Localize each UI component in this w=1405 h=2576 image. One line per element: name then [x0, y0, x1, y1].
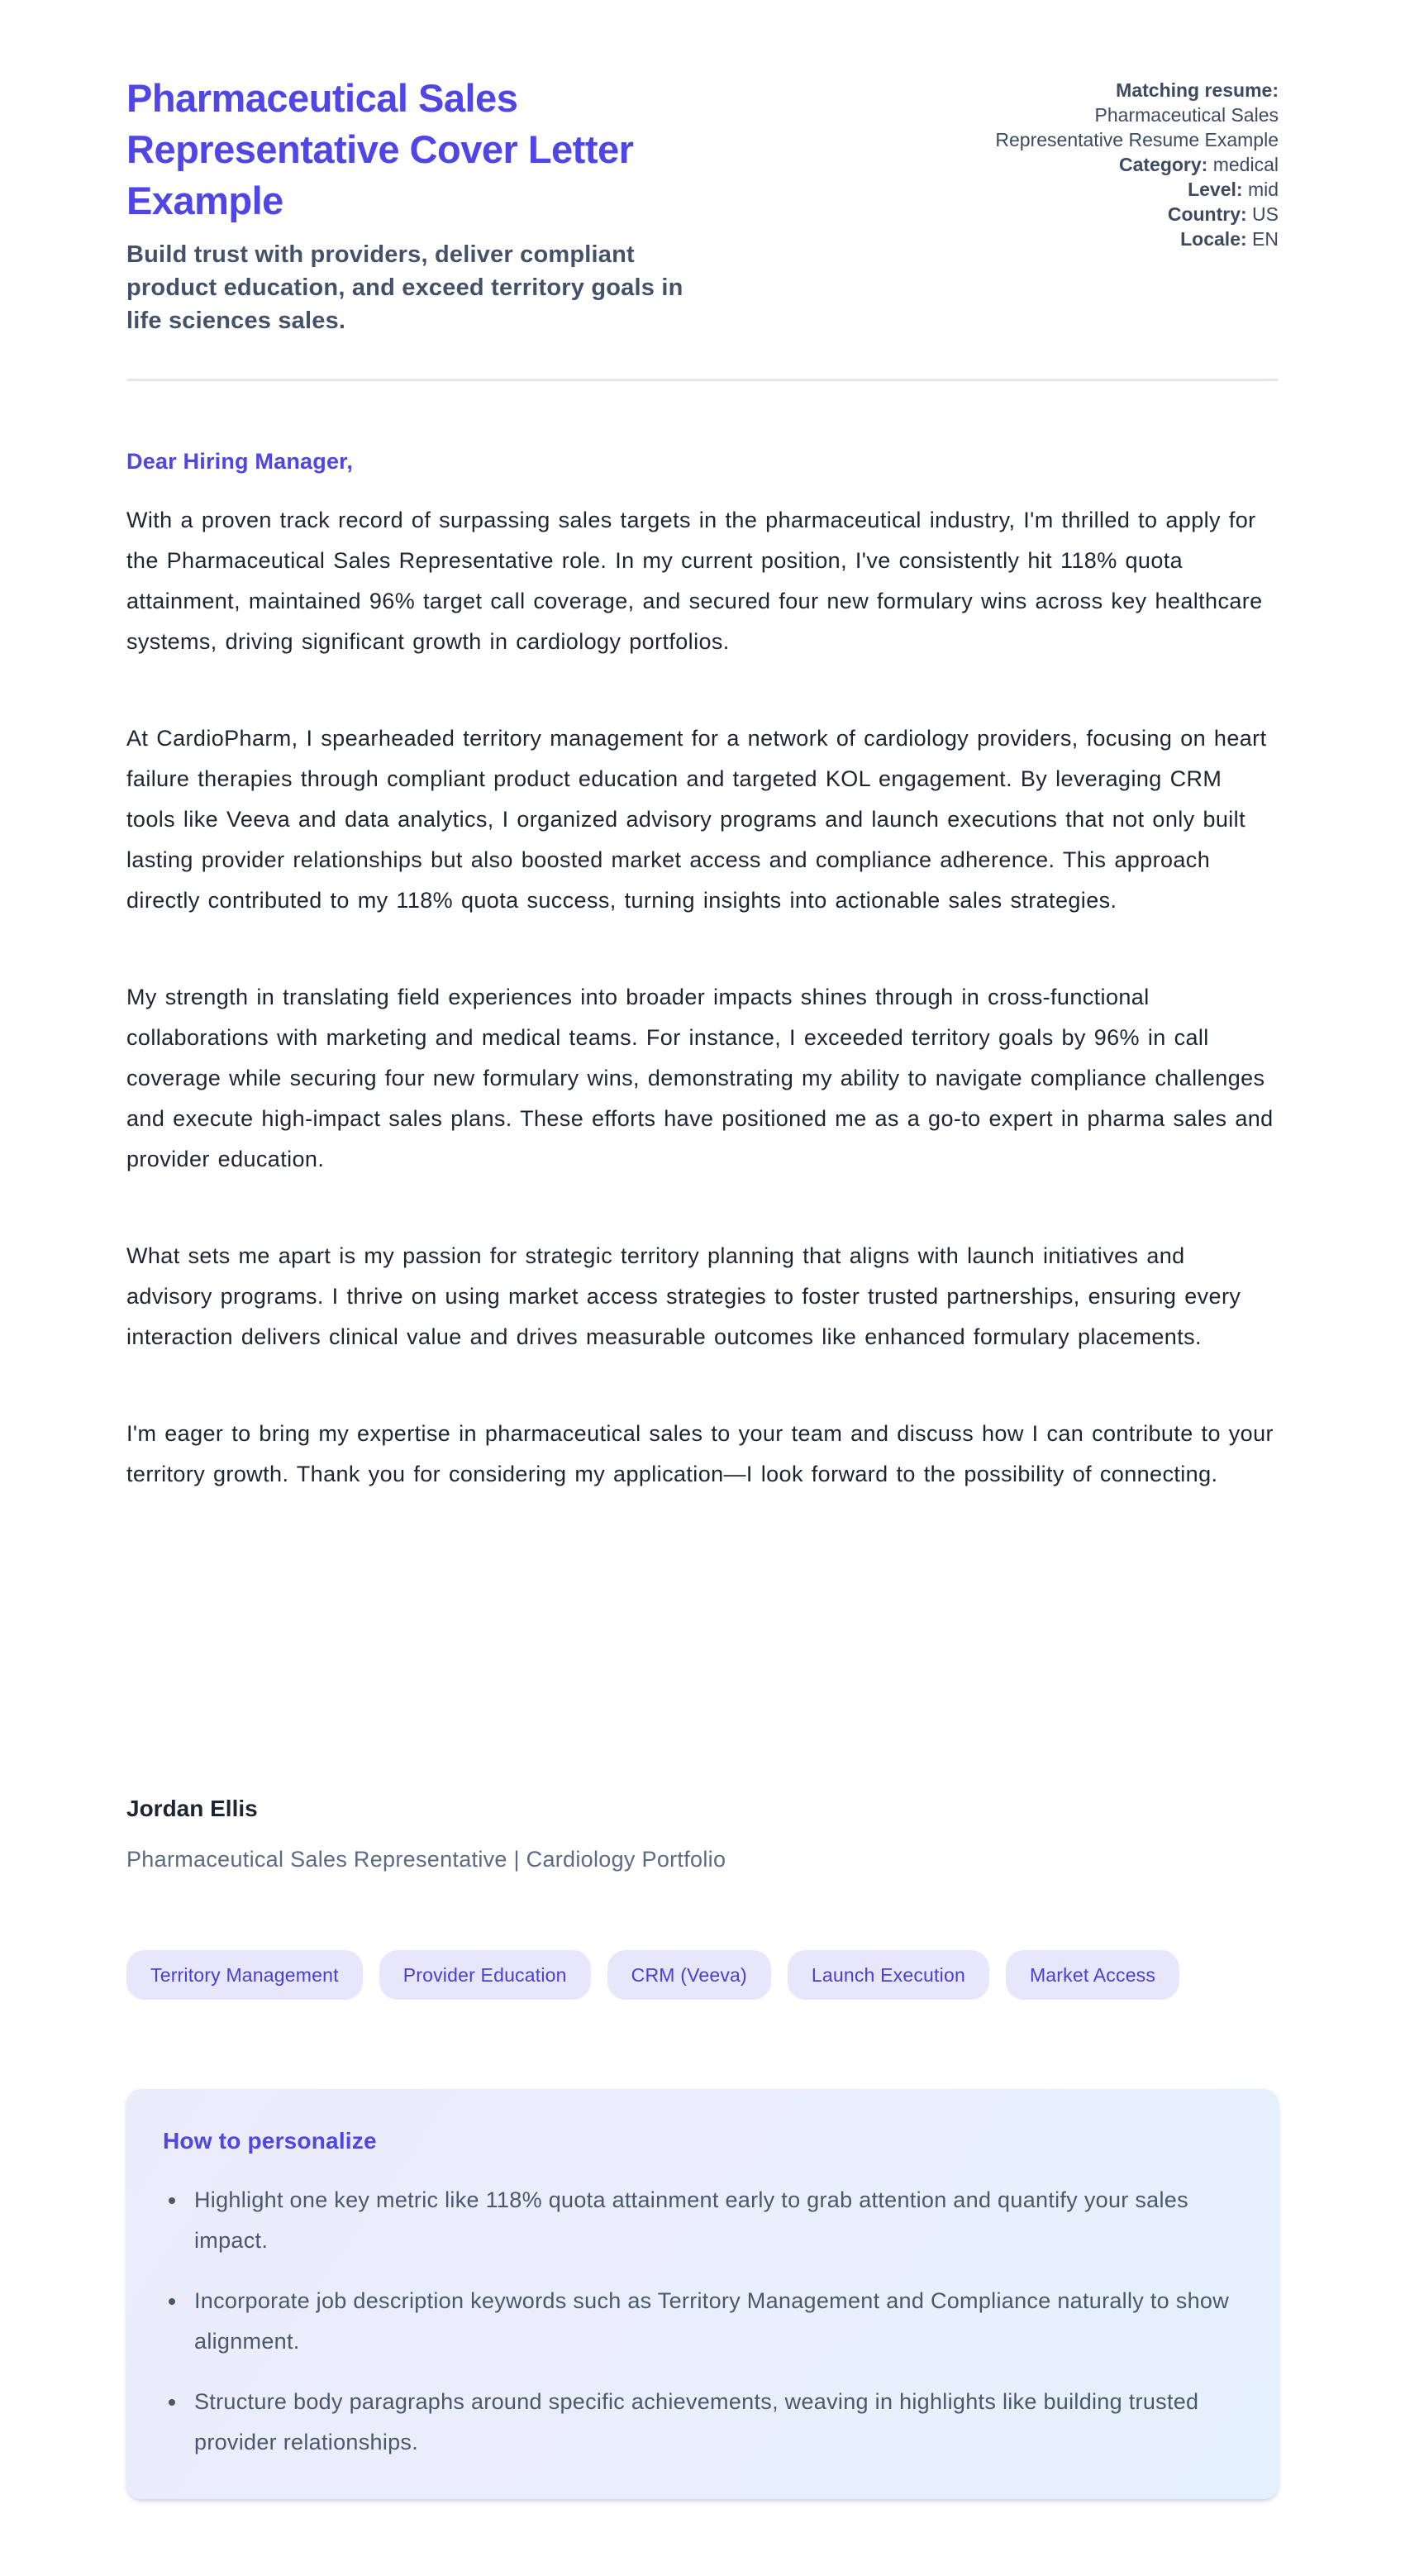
- letter-paragraph: My strength in translating field experiences into broader impacts shines through in cross-functional collaborations with marketing and medical teams. For instance, I exceeded territory goals by 96% in call coverage while securing four new formulary wins, demonstrating my ability to navigate compliance challenges and execute high-impact sales plans. These efforts have positioned me as a go-to expert in pharma sales and provider education.: [126, 985, 1274, 1171]
- skill-tag: Territory Management: [126, 1950, 363, 2000]
- letter-paragraph: What sets me apart is my passion for strategic territory planning that aligns with launch initiatives and advisory programs. I thrive on using market access strategies to foster trusted partnerships, ensuring every interaction delivers clinical value and drives measurable outcomes like enhanced formulary placements.: [126, 1243, 1241, 1349]
- locale-label: Locale:: [1180, 228, 1247, 250]
- locale-value: EN: [1252, 228, 1279, 250]
- category-value: medical: [1212, 154, 1279, 175]
- matching-resume-label: Matching resume:: [1116, 79, 1279, 101]
- cover-letter-body: [126, 446, 1279, 1793]
- skill-tag: CRM (Veeva): [607, 1950, 771, 2000]
- content-container: [126, 0, 1279, 2499]
- matching-resume-link[interactable]: Pharmaceutical Sales Representative Resume Example: [995, 104, 1279, 150]
- tips-list: [163, 2180, 1239, 2463]
- locale-row: [989, 227, 1279, 251]
- level-row: [989, 177, 1279, 202]
- level-value: mid: [1247, 179, 1279, 200]
- header-title-block: [126, 73, 771, 337]
- level-label: Level:: [1188, 179, 1243, 200]
- country-value: US: [1252, 203, 1279, 225]
- category-label: Category:: [1118, 154, 1208, 175]
- page-subtitle: Build trust with providers, deliver compliant product education, and exceed territory goals in life sciences sales.: [126, 241, 683, 334]
- tip-item: • Structure body paragraphs around specific achievements, weaving in highlights like building trusted provider relationships.: [188, 2382, 1239, 2463]
- tip-item: • Highlight one key metric like 118% quota attainment early to grab attention and quantify your sales impact.: [188, 2180, 1239, 2261]
- resume-meta: [989, 73, 1279, 251]
- skill-tag: Launch Execution: [788, 1950, 989, 2000]
- letter-paragraph: With a proven track record of surpassing sales targets in the pharmaceutical industry, I'm thrilled to apply for the Pharmaceutical Sales Representative role. In my current position, I've consistently hit 118% quota attainment, maintained 96% target call coverage, and secured four new formulary wins across key healthcare systems, driving significant growth in cardiology portfolios.: [126, 508, 1263, 654]
- letter-paragraph: At CardioPharm, I spearheaded territory management for a network of cardiology providers, focusing on heart failure therapies through compliant product education and targeted KOL engagement. By leveraging CRM tools like Veeva and data analytics, I organized advisory programs and launch executions that not only built lasting provider relationships but also boosted market access and compliance adherence. This approach directly contributed to my 118% quota success, turning insights into actionable sales strategies.: [126, 726, 1267, 913]
- page-header: [126, 73, 1279, 337]
- letter-paragraph: I'm eager to bring my expertise in pharmaceutical sales to your team and discuss how I can contribute to your territory growth. Thank you for considering my application—I look forward to the possibility of connecting.: [126, 1421, 1274, 1486]
- signature-role: Pharmaceutical Sales Representative | Cardiology Portfolio: [126, 1847, 726, 1872]
- header-divider: [126, 379, 1279, 381]
- page-title: Pharmaceutical Sales Representative Cover Letter Example: [126, 76, 634, 222]
- signature-block: [126, 1793, 1279, 1874]
- personalize-tips-box: [126, 2089, 1279, 2499]
- category-row: [989, 152, 1279, 177]
- salutation: Dear Hiring Manager,: [126, 449, 354, 474]
- signature-name: Jordan Ellis: [126, 1796, 258, 1821]
- skill-tag: Market Access: [1006, 1950, 1179, 2000]
- skill-tag: Provider Education: [379, 1950, 591, 2000]
- country-label: Country:: [1167, 203, 1247, 225]
- country-row: [989, 202, 1279, 227]
- skill-tags: [126, 1950, 1279, 2000]
- matching-resume-row: [989, 78, 1279, 152]
- tip-item: • Incorporate job description keywords such as Territory Management and Compliance naturally to show alignment.: [188, 2281, 1239, 2362]
- tips-title: How to personalize: [163, 2128, 377, 2154]
